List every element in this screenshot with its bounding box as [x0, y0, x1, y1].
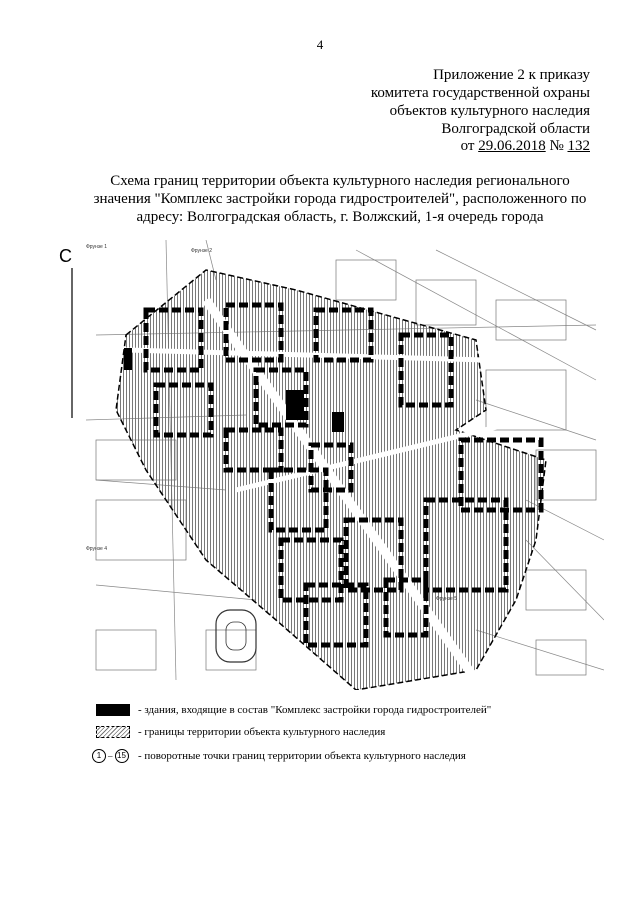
legend-text: - здания, входящие в состав "Комплекс застройки города гидростроителей"	[138, 704, 492, 716]
title-line: адресу: Волгоградская область, г. Волжский, 1-я очередь города	[136, 209, 544, 225]
title-line: Схема границ территории объекта культурного наследия регионального	[110, 173, 570, 189]
street-label: Фрунзе 1	[86, 244, 107, 250]
appendix-line: комитета государственной охраны	[370, 85, 590, 101]
title-line: значения "Комплекс застройки города гидростроителей", расположенного по	[93, 191, 587, 207]
site-map	[56, 240, 604, 690]
order-line	[461, 138, 590, 155]
legend-text: - границы территории объекта культурного наследия	[138, 726, 386, 738]
document-title	[70, 172, 610, 226]
appendix-line: объектов культурного наследия	[389, 103, 590, 119]
point-start: 1	[92, 749, 106, 763]
appendix-header	[371, 66, 590, 138]
legend-black-swatch	[96, 704, 130, 716]
legend-hatch-swatch	[96, 726, 130, 738]
street-label: Фрунзе 2	[191, 248, 212, 254]
order-date: 29.06.2018	[478, 138, 546, 154]
order-number-sign: №	[549, 138, 564, 154]
north-label: С	[59, 246, 72, 266]
appendix-line: Волгоградской области	[441, 121, 590, 137]
legend-boundary	[96, 726, 385, 738]
point-end: 15	[115, 749, 129, 763]
legend-text: - поворотные точки границ территории объекта культурного наследия	[138, 750, 466, 762]
legend-points	[96, 750, 466, 762]
legend-points-symbol: 1 – 15	[92, 750, 130, 762]
street-label: Фрунзе 4	[86, 546, 107, 552]
street-label: Фрунзе 5	[436, 596, 457, 602]
appendix-line: Приложение 2 к приказу	[433, 67, 590, 83]
order-prefix: от	[460, 138, 475, 154]
stadium	[216, 610, 256, 662]
legend-buildings	[96, 704, 491, 716]
page-number: 4	[316, 37, 324, 52]
order-number: 132	[567, 138, 590, 154]
